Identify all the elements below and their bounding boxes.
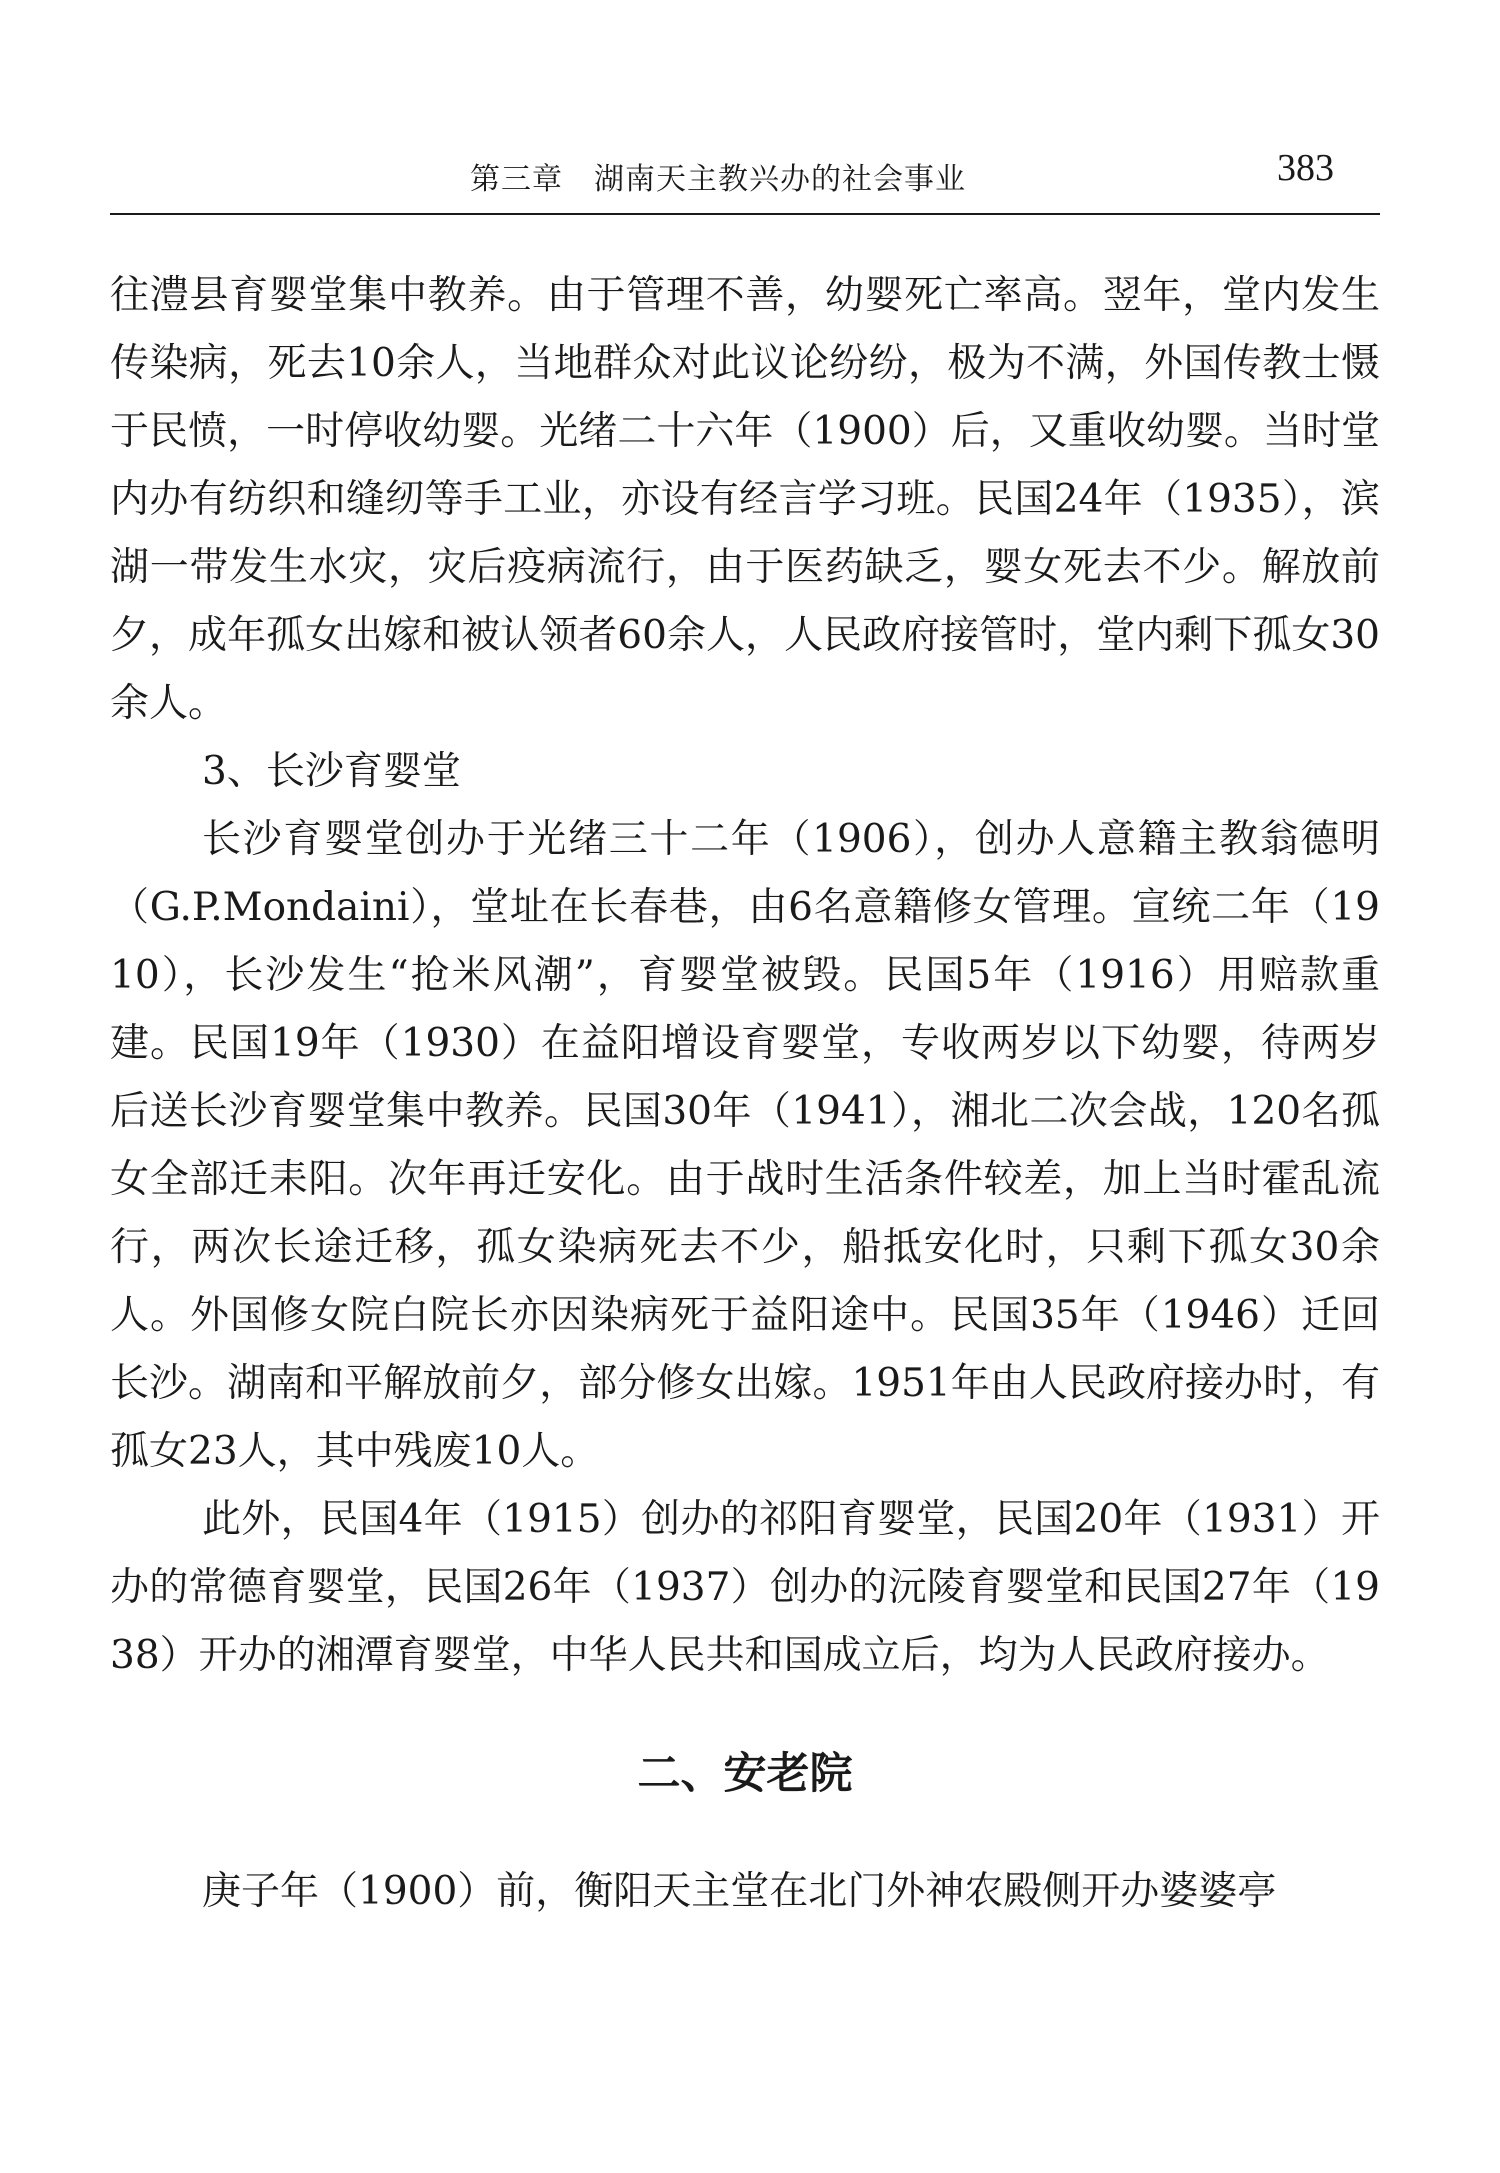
paragraph-3: 此外，民国4年（1915）创办的祁阳育婴堂，民国20年（1931）开办的常德育婴堂，民国26年（1937）创办的沅陵育婴堂和民国27年（1938）开办的湘潭育婴堂，中华人民共和国成立后，均为人民政府接办。: [110, 1497, 1380, 1678]
paragraph-1: 往澧县育婴堂集中教养。由于管理不善，幼婴死亡率高。翌年，堂内发生传染病，死去10余人，当地群众对此议论纷纷，极为不满，外国传教士慑于民愤，一时停收幼婴。光绪二十六年（1900）后，又重收幼婴。当时堂内办有纺织和缝纫等手工业，亦设有经言学习班。民国24年（1935），滨湖一带发生水灾，灾后疫病流行，由于医药缺乏，婴女死去不少。解放前夕，成年孤女出嫁和被认领者60余人，人民政府接管时，堂内剩下孤女30余人。: [110, 273, 1380, 726]
page-header: [110, 138, 1380, 204]
paragraph-2: 长沙育婴堂创办于光绪三十二年（1906），创办人意籍主教翁德明（G.P.Mondaini），堂址在长春巷，由6名意籍修女管理。宣统二年（1910），长沙发生“抢米风潮”，育婴堂被毁。民国5年（1916）用赔款重建。民国19年（1930）在益阳增设育婴堂，专收两岁以下幼婴，待两岁后送长沙育婴堂集中教养。民国30年（1941），湘北二次会战，120名孤女全部迁耒阳。次年再迁安化。由于战时生活条件较差，加上当时霍乱流行，两次长途迁移，孤女染病死去不少，船抵安化时，只剩下孤女30余人。外国修女院白院长亦因染病死于益阳途中。民国35年（1946）迁回长沙。湖南和平解放前夕，部分修女出嫁。1951年由人民政府接办时，有孤女23人，其中残废10人。: [110, 817, 1380, 1474]
running-head: 第三章 湖南天主教兴办的社会事业: [470, 162, 966, 197]
page-number: 383: [1277, 147, 1334, 189]
body-text: [110, 262, 1380, 1926]
paragraph-4: 庚子年（1900）前，衡阳天主堂在北门外神农殿侧开办婆婆亭: [202, 1869, 1277, 1914]
section-heading-elderly-home: 二、安老院: [637, 1749, 853, 1799]
header-rule: [110, 213, 1380, 215]
subheading-changsha-orphanage: 3、长沙育婴堂: [202, 749, 461, 794]
